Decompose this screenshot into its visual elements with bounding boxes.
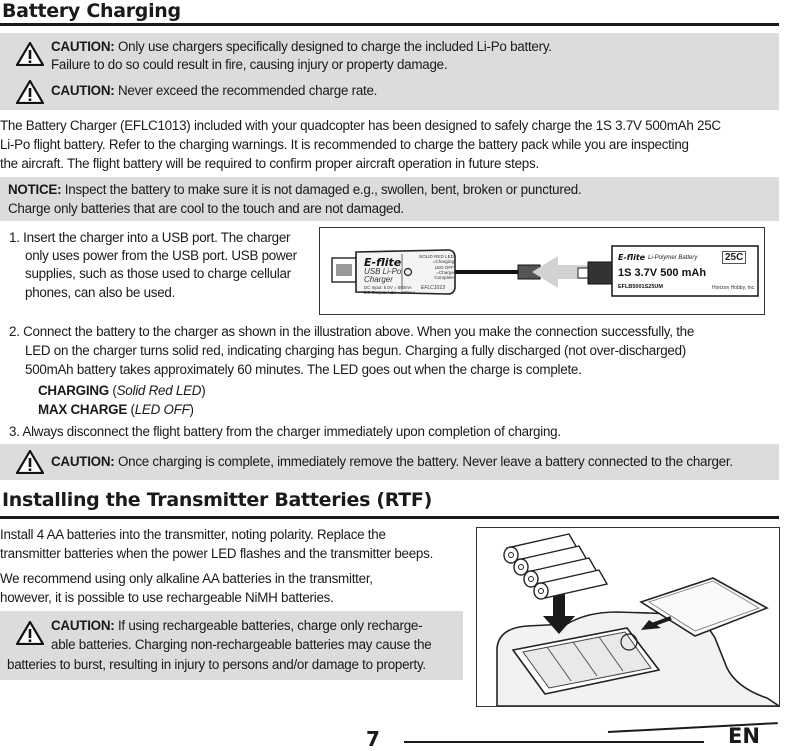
caution-label: CAUTION:: [51, 39, 115, 54]
tx-caution-line-3: batteries to burst, resulting in injury to persons and/or damage to property.: [7, 657, 426, 672]
battery-type: Li-Polymer Battery: [648, 255, 698, 261]
charging-label: CHARGING: [38, 383, 109, 398]
section-title-battery-charging: Battery Charging: [2, 0, 181, 22]
battery-c-rating: 25C: [722, 251, 746, 264]
charger-led-legend: [414, 254, 454, 280]
led-legend-3: LED OFF: [434, 264, 454, 270]
notice-text: Inspect the battery to make sure it is not damaged e.g., swollen, bent, broken or punctured.: [64, 182, 582, 197]
intro-line-1: The Battery Charger (EFLC1013) included with your quadcopter has been designed to safely charge the 1S 3.7V 500mAh 25C: [0, 118, 721, 133]
language-code: EN: [728, 724, 760, 748]
step-1-line-1: 1. Insert the charger into a USB port. The charger: [9, 230, 291, 245]
battery-brand-logo: E-flite: [618, 253, 646, 262]
section-rule: [0, 516, 779, 519]
tx-para-2-line-2: however, it is possible to use rechargeable NiMH batteries.: [0, 590, 334, 605]
step-1-line-4: phones, can also be used.: [25, 285, 176, 300]
tx-para-1-line-2: transmitter batteries when the power LED flashes and the transmitter beeps.: [0, 546, 434, 561]
transmitter-drawing: [477, 528, 779, 706]
max-charge-label: MAX CHARGE: [38, 402, 128, 417]
warning-triangle-icon: [16, 42, 44, 66]
charger-model: EFLC1013: [421, 285, 445, 291]
led-legend-1: SOLID RED LED: [419, 254, 454, 259]
battery-spec: 1S 3.7V 500 mAh: [618, 267, 707, 279]
tx-caution-line-2: able batteries. Charging non-rechargeable batteries may cause the: [51, 637, 432, 652]
step-2-line-2: LED on the charger turns solid red, indicating charging has begun. Charging a fully discharged (not over-discharged): [25, 343, 687, 358]
max-charge-status: MAX CHARGE (LED OFF): [38, 402, 194, 417]
section-title-transmitter-batteries: Installing the Transmitter Batteries (RTF): [2, 489, 432, 511]
transmitter-battery-illustration: [476, 527, 780, 707]
notice-line-1: [8, 181, 581, 198]
warning-triangle-icon: [16, 80, 44, 104]
battery-maker: Horizon Hobby, Inc.: [712, 285, 756, 291]
tx-para-2-line-1: We recommend using only alkaline AA batteries in the transmitter,: [0, 571, 373, 586]
caution-label: CAUTION:: [51, 618, 115, 633]
led-legend-5: Complete: [434, 275, 454, 281]
caution-label: CAUTION:: [51, 454, 115, 469]
section-rule: [0, 23, 779, 26]
max-charge-state: LED OFF: [134, 402, 190, 417]
charging-status: CHARGING (Solid Red LED): [38, 383, 206, 398]
step-1-line-3: supplies, such as those used to charge cellular: [25, 266, 291, 281]
charger-spec-output: DC Output: 4.2V = 500mA: [364, 290, 416, 295]
charger-name-line-2: Charger: [364, 275, 393, 284]
intro-line-2: Li-Po flight battery. Refer to the charging warnings. It is recommended to charge the battery pack while you are inspecting: [0, 137, 689, 152]
page-number: 7: [366, 727, 380, 751]
warning-triangle-icon: [16, 450, 44, 474]
tx-para-1-line-1: Install 4 AA batteries into the transmitter, noting polarity. Replace the: [0, 527, 386, 542]
caution-text: If using rechargeable batteries, charge only recharge-: [117, 618, 423, 633]
notice-line-2: Charge only batteries that are cool to the touch and are not damaged.: [8, 201, 404, 216]
led-legend-4: =Charge: [436, 269, 454, 275]
charger-name: [364, 268, 401, 284]
footer-rule: [404, 741, 704, 743]
charger-name-line-1: USB Li-Po: [364, 267, 402, 276]
step-2-line-3: 500mAh battery takes approximately 60 minutes. The LED goes out when the charge is complete.: [25, 362, 582, 377]
intro-line-3: the aircraft. The flight battery will be required to confirm proper aircraft operation in future steps.: [0, 156, 539, 171]
step-3: 3. Always disconnect the flight battery from the charger immediately upon completion of charging.: [9, 424, 561, 439]
caution-2: [51, 82, 377, 99]
step-2-line-1: 2. Connect the battery to the charger as shown in the illustration above. When you make the connection successfully, the: [9, 324, 695, 339]
charger-spec-input: DC Input: 5.0V = 500mA: [364, 285, 412, 290]
tx-caution-line-1: [51, 617, 422, 634]
led-legend-2: =Charging: [432, 259, 454, 265]
battery-part-number: EFLB5001S25UM: [618, 284, 663, 290]
caution-text: Never exceed the recommended charge rate.: [117, 83, 378, 98]
caution-text: Only use chargers specifically designed to charge the included Li-Po battery.: [117, 39, 552, 54]
charger-specs: [364, 285, 415, 295]
caution-text: Once charging is complete, immediately remove the battery. Never leave a battery connected to the charger.: [117, 454, 733, 469]
caution-1-line-1: [51, 38, 552, 55]
caution-1-line-2: Failure to do so could result in fire, causing injury or property damage.: [51, 57, 448, 72]
notice-label: NOTICE:: [8, 182, 62, 197]
charging-state: Solid Red LED: [116, 383, 202, 398]
charger-brand-logo: E-flite: [364, 256, 402, 269]
caution-label: CAUTION:: [51, 83, 115, 98]
step-1-line-2: only uses power from the USB port. USB power: [25, 248, 297, 263]
charger-illustration: [319, 227, 765, 315]
caution-3: [51, 453, 733, 470]
warning-triangle-icon: [16, 621, 44, 645]
